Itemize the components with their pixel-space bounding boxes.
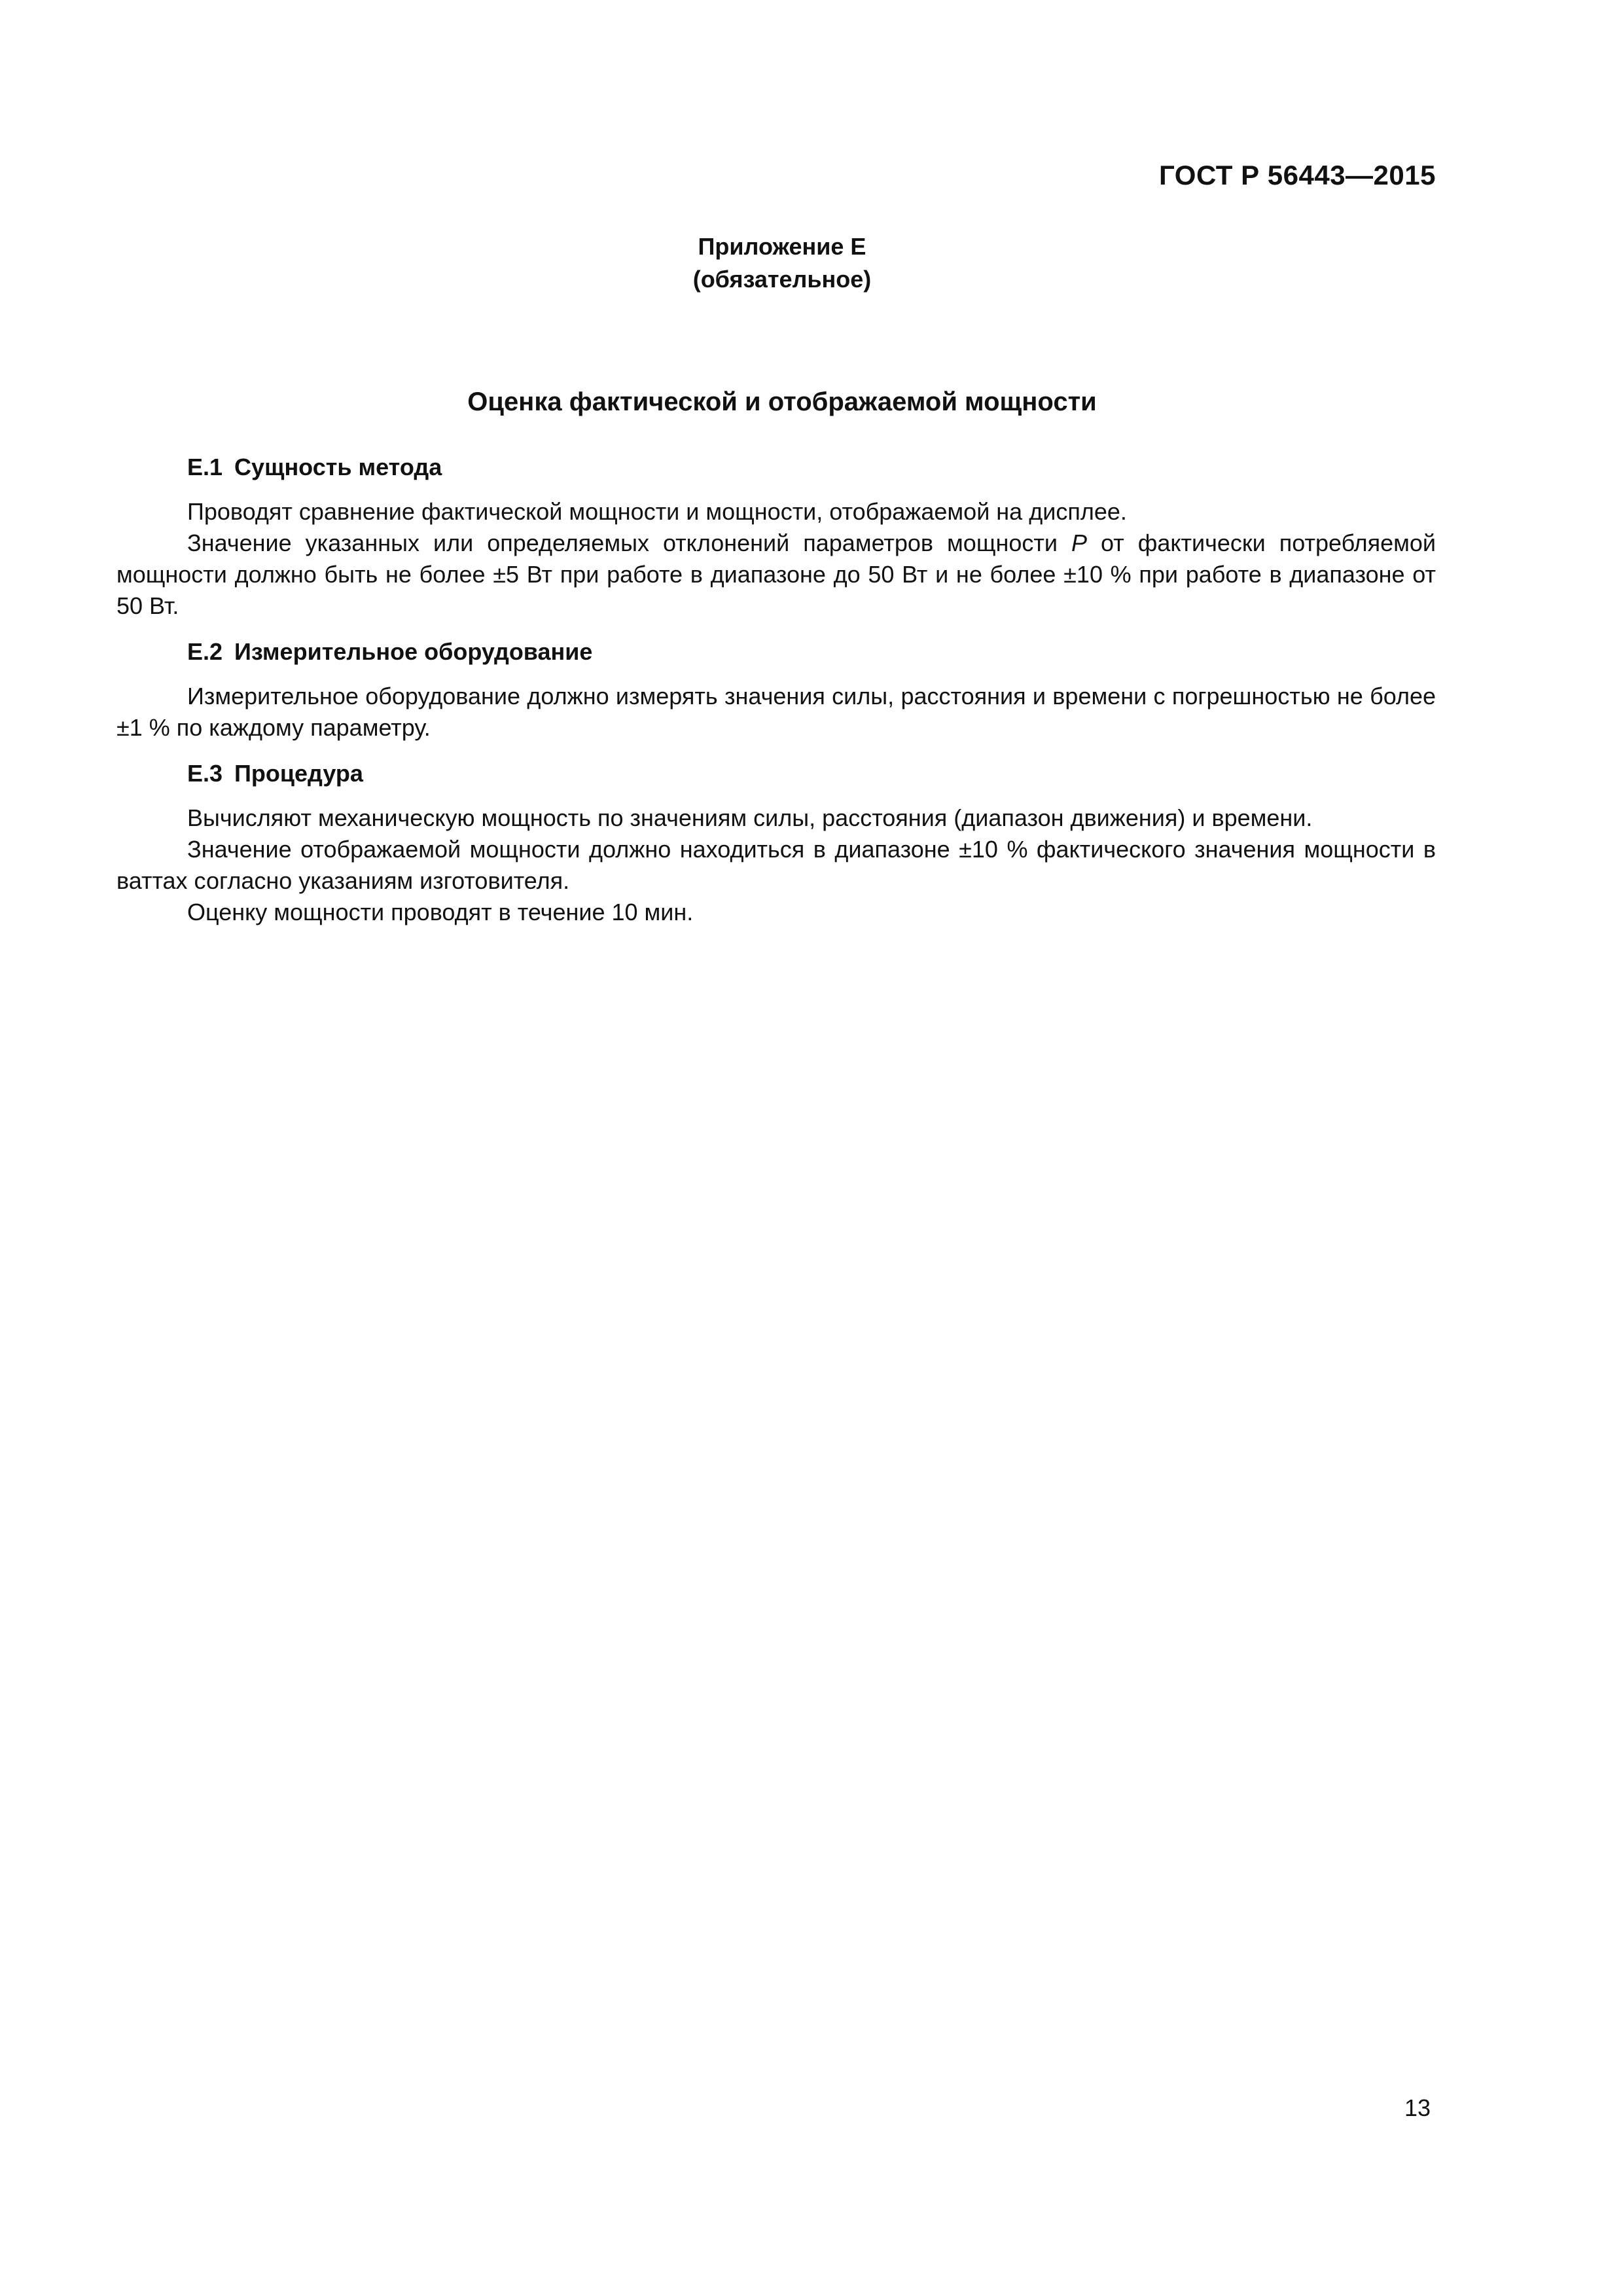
section-heading-text: Измерительное оборудование <box>234 638 593 665</box>
paragraph-text: от фактически потребляемой мощности должно быть не более ±5 Вт при работе в диапазоне до 50 Вт и не более ±10 % при работе в диапазоне от 50 Вт. <box>116 529 1436 619</box>
section-number: Е.1 <box>187 454 223 480</box>
paragraph <box>116 528 1436 622</box>
paragraph: Оценку мощности проводят в течение 10 мин. <box>187 899 694 925</box>
appendix-status: (обязательное) <box>692 266 872 293</box>
section-e3 <box>116 758 1436 928</box>
paragraph: Значение отображаемой мощности должно находиться в диапазоне ±10 % фактического значения мощности в ваттах согласно указаниям изготовителя. <box>116 836 1436 894</box>
power-symbol: P <box>1071 529 1087 556</box>
section-heading <box>116 452 1436 483</box>
appendix-title: Приложение Е <box>698 233 866 260</box>
section-e1 <box>116 452 1436 622</box>
page-number: 13 <box>1404 2094 1431 2121</box>
paragraph: Измерительное оборудование должно измерять значения силы, расстояния и времени с погрешностью не более ±1 % по каждому параметру. <box>116 683 1436 741</box>
paragraph: Вычисляют механическую мощность по значениям силы, расстояния (диапазон движения) и времени. <box>187 804 1313 831</box>
document-title: Оценка фактической и отображаемой мощности <box>467 387 1097 416</box>
paragraph: Проводят сравнение фактической мощности и мощности, отображаемой на дисплее. <box>187 498 1127 525</box>
section-heading <box>116 758 1436 789</box>
section-heading <box>116 636 1436 668</box>
section-number: Е.2 <box>187 638 223 665</box>
standard-number: ГОСТ Р 56443—2015 <box>1159 160 1436 190</box>
document-body <box>116 452 1436 942</box>
section-heading-text: Сущность метода <box>234 454 442 480</box>
paragraph-text: Значение указанных или определяемых отклонений параметров мощности <box>187 529 1071 556</box>
appendix-block <box>0 230 1564 296</box>
section-e2 <box>116 636 1436 744</box>
section-number: Е.3 <box>187 760 223 787</box>
section-heading-text: Процедура <box>234 760 363 787</box>
